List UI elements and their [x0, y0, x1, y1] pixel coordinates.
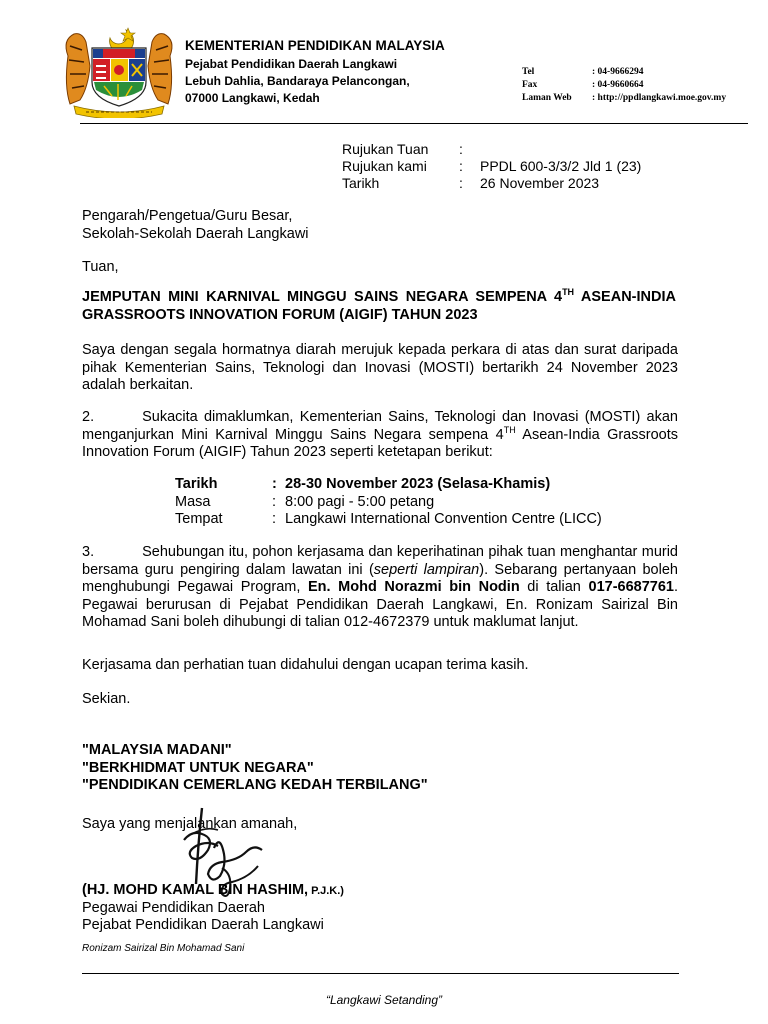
reference-colon: : — [459, 158, 463, 174]
paragraph-text-cont: Asean-India Grassroots Innovation Forum (AIGIF) Tahun 2023 seperti ketetapan berikut: — [82, 426, 678, 460]
detail-value: Langkawi International Convention Centre (LICC) — [285, 511, 602, 527]
signatory-name — [82, 882, 344, 901]
slogans — [82, 742, 428, 795]
recipient-line: Sekolah-Sekolah Daerah Langkawi — [82, 225, 309, 242]
detail-colon: : — [272, 476, 277, 492]
coat-of-arms-logo — [60, 26, 178, 118]
contact-row — [522, 92, 726, 105]
event-details — [175, 476, 602, 529]
office-postcode: 07000 Langkawi, Kedah — [185, 91, 320, 105]
footer-tagline: “Langkawi Setanding” — [325, 993, 443, 1007]
paragraph-2 — [82, 409, 678, 462]
contact-label: Laman Web — [522, 93, 572, 103]
reference-label: Rujukan kami — [342, 158, 427, 174]
detail-value: 28-30 November 2023 (Selasa-Khamis) — [285, 476, 551, 492]
program-officer-phone: 017-6687761 — [588, 579, 674, 595]
office-street: Lebuh Dahlia, Bandaraya Pelancongan, — [185, 74, 410, 88]
detail-colon: : — [272, 493, 277, 510]
slogan-line: "PENDIDIKAN CEMERLANG KEDAH TERBILANG" — [82, 777, 428, 793]
letterhead-org — [185, 37, 445, 106]
reference-row — [342, 141, 641, 158]
paragraph-text: ). Sebarang pertanyaan boleh menghubungi Pegawai Program, — [82, 561, 678, 595]
paragraph-italic: seperti lampiran — [373, 561, 480, 578]
paragraph-1: Saya dengan segala hormatnya diarah merujuk kepada perkara di atas dan surat daripada pihak Kementerian Sains, Teknologi dan Inovasi (MOSTI) bertarikh 24 November 2023 adalah berkaitan. — [82, 342, 678, 393]
office-name: Pejabat Pendidikan Daerah Langkawi — [185, 57, 398, 71]
reference-block — [342, 141, 641, 192]
slogan-line: "MALAYSIA MADANI" — [82, 742, 232, 758]
detail-label: Tempat — [175, 511, 223, 527]
detail-label: Tarikh — [175, 476, 218, 492]
prepared-by-note: Ronizam Sairizal Bin Mohamad Sani — [82, 943, 245, 954]
paragraph-text: . Pegawai berurusan di Pejabat Pendidikan Daerah Langkawi, En. Ronizam Sairizal Bin Mohamad Sani boleh dihubungi di talian 012-4672379 untuk maklumat lanjut. — [82, 579, 679, 630]
paragraph-text: di talian — [519, 579, 589, 595]
paragraph-text: Sehubungan itu, pohon kerjasama dan keperihatinan pihak tuan menghantar murid bersama guru pengiring dalam lawatan ini ( — [82, 544, 678, 578]
detail-row-venue — [175, 511, 602, 529]
footer-divider — [82, 973, 679, 974]
reference-row — [342, 158, 641, 175]
detail-row-date — [175, 476, 602, 494]
paragraph-number: 2. — [82, 409, 95, 425]
signatory-title: Pegawai Pendidikan Daerah — [82, 900, 265, 916]
contact-value: : http://ppdlangkawi.moe.gov.my — [592, 93, 727, 103]
paragraph-3 — [82, 544, 678, 632]
reference-label: Rujukan Tuan — [342, 141, 429, 157]
detail-label: Masa — [175, 493, 211, 510]
reference-value: 26 November 2023 — [480, 175, 600, 191]
subject-superscript: TH — [562, 287, 575, 298]
recipient-address — [82, 208, 309, 243]
subject-text-cont: ASEAN-INDIA GRASSROOTS INNOVATION FORUM (AIGIF) TAHUN 2023 — [82, 289, 676, 323]
detail-colon: : — [272, 511, 277, 527]
letter-subject — [82, 289, 676, 324]
contact-block — [522, 66, 726, 105]
header-divider — [80, 123, 748, 124]
signatory-fullname: (HJ. MOHD KAMAL BIN HASHIM, — [82, 882, 309, 898]
contact-label: Fax — [522, 80, 538, 90]
contact-value: : 04-9666294 — [592, 67, 644, 77]
salutation: Tuan, — [82, 259, 119, 275]
reference-value: PPDL 600-3/3/2 Jld 1 (23) — [480, 158, 642, 174]
thanks-line: Kerjasama dan perhatian tuan didahului dengan ucapan terima kasih. — [82, 657, 529, 673]
signatory-office: Pejabat Pendidikan Daerah Langkawi — [82, 917, 324, 933]
detail-value: 8:00 pagi - 5:00 petang — [285, 493, 435, 510]
contact-value: : 04-9660664 — [592, 80, 644, 90]
contact-label: Tel — [522, 67, 535, 77]
paragraph-number: 3. — [82, 544, 95, 560]
paragraph-text: Sukacita dimaklumkan, Kementerian Sains, Teknologi dan Inovasi (MOSTI) akan menganjurkan Mini Karnival Minggu Sains Negara sempena 4 — [82, 409, 678, 443]
slogan-line: "BERKHIDMAT UNTUK NEGARA" — [82, 759, 314, 776]
paragraph-superscript: TH — [503, 424, 516, 435]
signoff-line: Saya yang menjalankan amanah, — [82, 816, 298, 832]
detail-row-time — [175, 494, 602, 512]
reference-label: Tarikh — [342, 175, 380, 191]
closing-line: Sekian. — [82, 691, 131, 707]
program-officer-name: En. Mohd Norazmi bin Nodin — [307, 579, 520, 595]
reference-colon: : — [459, 175, 463, 191]
reference-row — [342, 175, 641, 192]
reference-colon: : — [459, 141, 463, 157]
contact-row — [522, 79, 726, 92]
subject-text: JEMPUTAN MINI KARNIVAL MINGGU SAINS NEGARA SEMPENA 4 — [82, 289, 563, 305]
signatory-honorific: P.J.K.) — [308, 885, 344, 897]
ministry-name: KEMENTERIAN PENDIDIKAN MALAYSIA — [185, 38, 445, 53]
contact-row — [522, 66, 726, 79]
recipient-line: Pengarah/Pengetua/Guru Besar, — [82, 208, 293, 224]
